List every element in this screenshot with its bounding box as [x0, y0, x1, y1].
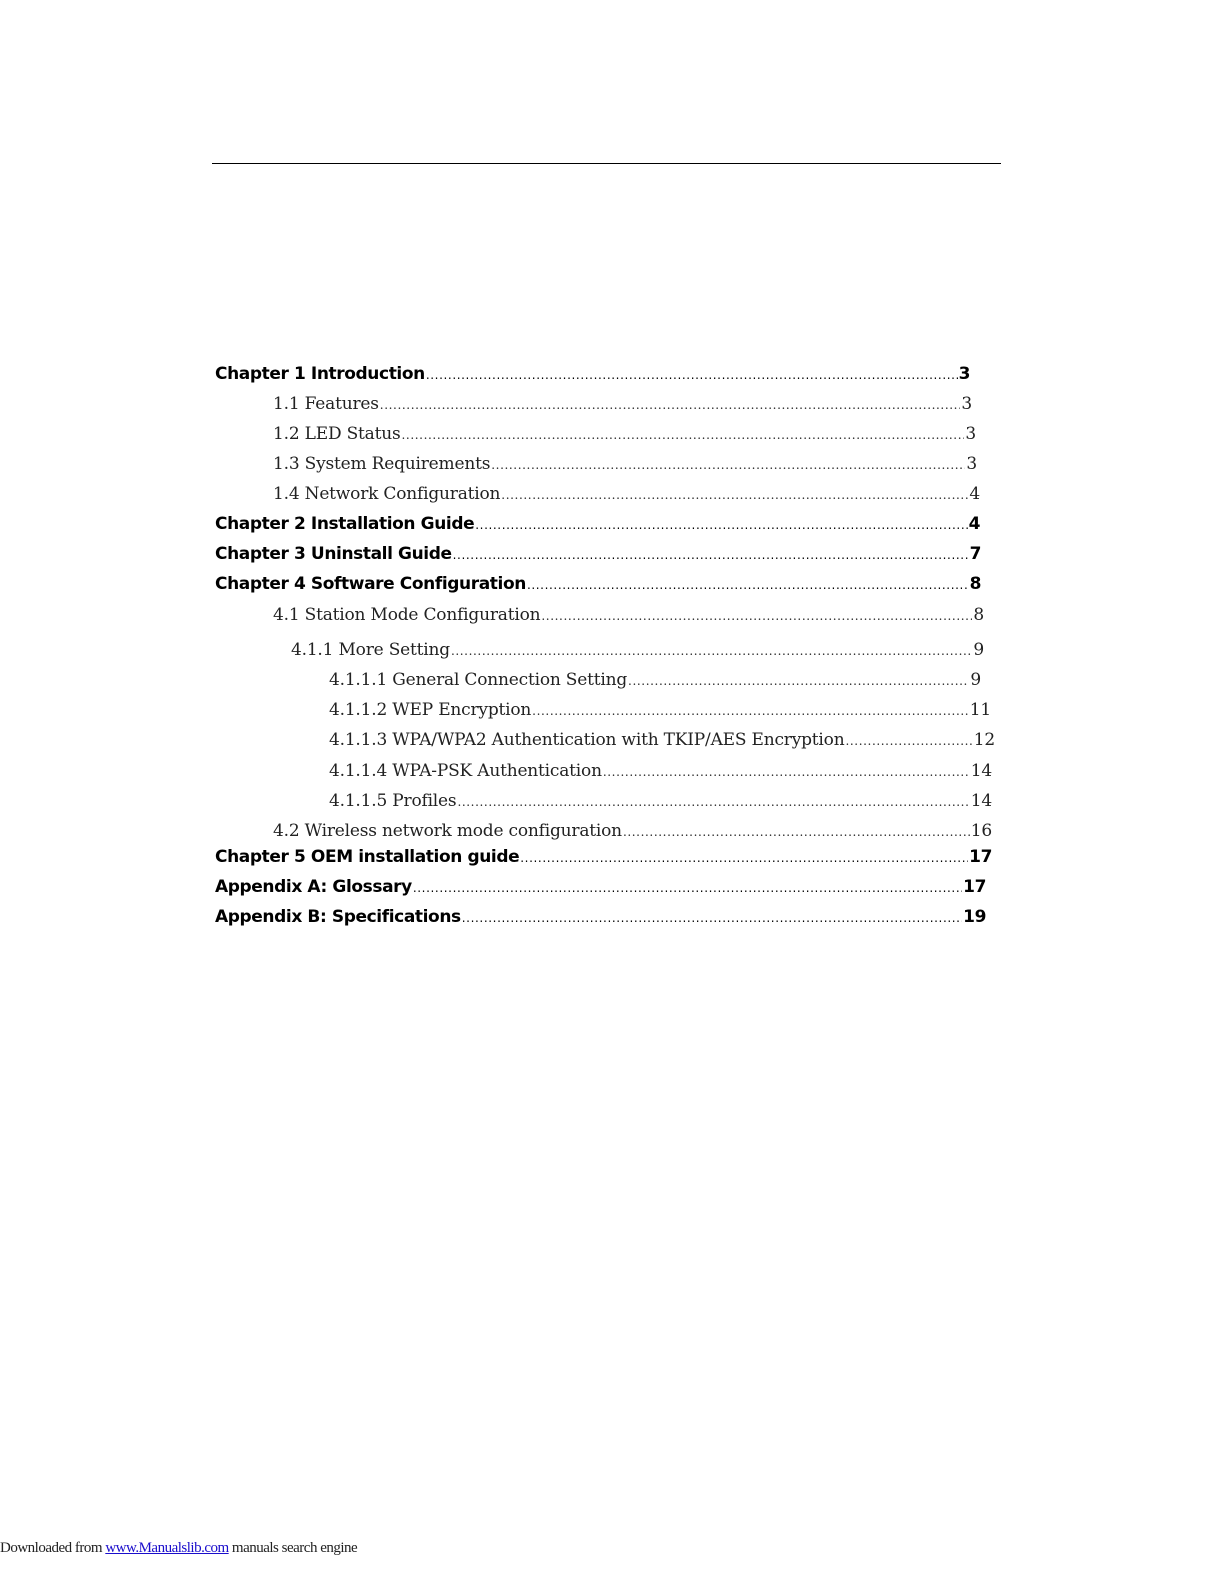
toc-entry-4-1-1-5[interactable]	[329, 789, 992, 813]
toc-dot-leader	[451, 638, 972, 662]
toc-entry-4-1-1-3[interactable]	[329, 728, 995, 752]
toc-page-number: 8	[969, 574, 981, 594]
toc-entry-title: Chapter 4 Software Configuration	[215, 574, 526, 594]
toc-page-number: 4	[968, 514, 980, 534]
toc-page-number: 3	[965, 424, 976, 444]
toc-page-number: 17	[963, 877, 986, 897]
toc-dot-leader	[453, 542, 969, 566]
toc-entry-chapter-1[interactable]	[215, 362, 970, 386]
toc-page-number: 8	[973, 605, 984, 625]
toc-entry-chapter-4[interactable]	[215, 572, 981, 596]
toc-dot-leader	[380, 392, 961, 416]
toc-page-number: 9	[970, 670, 981, 690]
toc-dot-leader	[532, 698, 969, 722]
toc-dot-leader	[501, 482, 968, 506]
toc-entry-title: 4.1.1 More Setting	[291, 640, 450, 660]
toc-entry-title: Chapter 1 Introduction	[215, 364, 425, 384]
toc-entry-4-2[interactable]	[273, 819, 992, 843]
toc-entry-4-1[interactable]	[273, 603, 984, 627]
toc-page-number: 3	[958, 364, 970, 384]
toc-entry-title: Appendix B: Specifications	[215, 907, 461, 927]
toc-dot-leader	[845, 728, 972, 752]
toc-page-number: 11	[969, 700, 991, 720]
toc-entry-title: 1.3 System Requirements	[273, 454, 491, 474]
toc-dot-leader	[413, 875, 962, 899]
toc-entry-4-1-1-1[interactable]	[329, 668, 981, 692]
toc-page-number: 9	[973, 640, 984, 660]
toc-dot-leader	[462, 905, 962, 929]
toc-dot-leader	[527, 572, 969, 596]
toc-entry-1-4[interactable]	[273, 482, 980, 506]
footer-suffix: manuals search engine	[228, 1540, 358, 1556]
toc-entry-4-1-1[interactable]	[291, 638, 984, 662]
toc-entry-title: 4.1.1.2 WEP Encryption	[329, 700, 532, 720]
toc-dot-leader	[491, 452, 965, 476]
toc-page-number: 4	[969, 484, 980, 504]
toc-entry-title: 1.1 Features	[273, 394, 379, 414]
toc-dot-leader	[402, 422, 965, 446]
toc-page-number: 17	[969, 847, 992, 867]
toc-entry-title: 4.1.1.4 WPA-PSK Authentication	[329, 761, 602, 781]
toc-entry-chapter-5[interactable]	[215, 845, 992, 869]
toc-page-number: 14	[970, 761, 992, 781]
toc-entry-chapter-3[interactable]	[215, 542, 981, 566]
toc-page-number: 16	[970, 821, 992, 841]
toc-entry-title: 4.1.1.5 Profiles	[329, 791, 457, 811]
toc-entry-title: 4.1.1.3 WPA/WPA2 Authentication with TKIP/AES Encryption	[329, 730, 845, 750]
toc-dot-leader	[623, 819, 970, 843]
toc-entry-1-3[interactable]	[273, 452, 977, 476]
toc-page-number: 3	[966, 454, 977, 474]
toc-entry-title: 4.1.1.1 General Connection Setting	[329, 670, 628, 690]
toc-page-number: 3	[961, 394, 972, 414]
toc-entry-appendix-b[interactable]	[215, 905, 986, 929]
toc-entry-title: 1.4 Network Configuration	[273, 484, 501, 504]
toc-entry-4-1-1-2[interactable]	[329, 698, 991, 722]
toc-dot-leader	[603, 759, 970, 783]
toc-dot-leader	[475, 512, 967, 536]
toc-page-number: 14	[970, 791, 992, 811]
manualslib-link[interactable]: www.Manualslib.com	[105, 1540, 229, 1556]
footer-prefix: Downloaded from	[0, 1540, 106, 1556]
download-footer	[0, 1540, 357, 1557]
toc-entry-title: 4.1 Station Mode Configuration	[273, 605, 541, 625]
toc-dot-leader	[541, 603, 972, 627]
toc-page-number: 19	[963, 907, 986, 927]
toc-dot-leader	[457, 789, 969, 813]
toc-entry-appendix-a[interactable]	[215, 875, 986, 899]
toc-dot-leader	[426, 362, 958, 386]
toc-entry-title: Chapter 2 Installation Guide	[215, 514, 475, 534]
toc-entry-1-1[interactable]	[273, 392, 972, 416]
toc-entry-title: 4.2 Wireless network mode configuration	[273, 821, 622, 841]
toc-dot-leader	[628, 668, 969, 692]
toc-dot-leader	[520, 845, 968, 869]
toc-entry-title: Chapter 5 OEM installation guide	[215, 847, 520, 867]
toc-entry-chapter-2[interactable]	[215, 512, 980, 536]
toc-entry-1-2[interactable]	[273, 422, 976, 446]
toc-entry-title: Appendix A: Glossary	[215, 877, 412, 897]
toc-page-number: 12	[973, 730, 995, 750]
toc-entry-title: Chapter 3 Uninstall Guide	[215, 544, 452, 564]
toc-entry-4-1-1-4[interactable]	[329, 759, 992, 783]
toc-entry-title: 1.2 LED Status	[273, 424, 401, 444]
toc-page-number: 7	[969, 544, 981, 564]
